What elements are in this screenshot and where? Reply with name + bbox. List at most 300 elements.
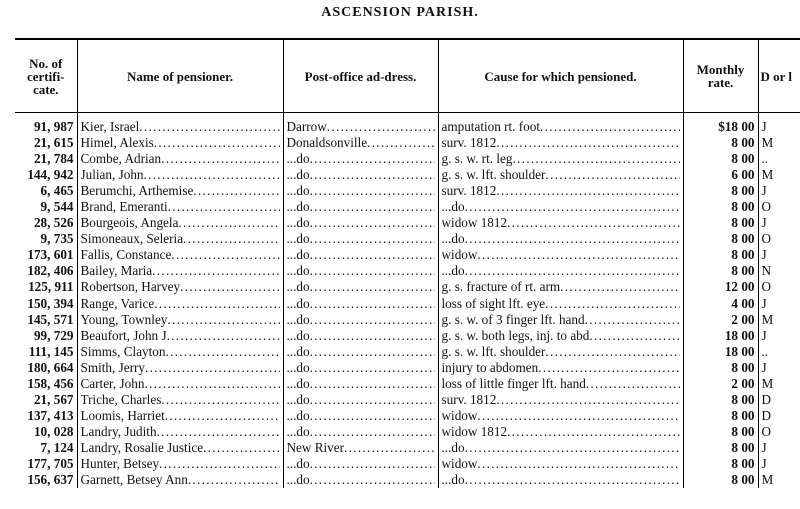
pensioner-name: Brand, Emeranti: [80, 199, 168, 215]
pensioner-name: Young, Townley: [80, 311, 168, 327]
pensioner-name: Garnett, Betsey Ann: [80, 472, 188, 488]
table-row: [15, 344, 800, 360]
dot-leader: [477, 408, 679, 424]
truncated-cell: J: [758, 215, 800, 231]
table-row: [15, 231, 800, 247]
dot-leader: [310, 231, 435, 247]
certificate-number: 9, 544: [40, 199, 74, 215]
truncated-cell: ..: [758, 344, 800, 360]
table-row: [15, 167, 800, 183]
truncated-cell: J: [758, 183, 800, 199]
pension-cause: widow: [441, 456, 478, 471]
dot-leader: [310, 392, 435, 408]
post-office-address: ...do: [286, 391, 310, 407]
dot-leader: [560, 279, 679, 295]
monthly-rate: 2 00: [683, 376, 758, 392]
pension-cause: ...do: [441, 263, 465, 279]
pension-cause-cell: [438, 167, 683, 183]
post-office-address-cell: [283, 279, 438, 295]
pension-cause: g. s. w. of 3 finger lft. hand: [441, 311, 585, 327]
pension-cause-cell: [438, 312, 683, 328]
pension-cause-cell: [438, 135, 683, 151]
table-row: [15, 472, 800, 488]
dot-leader: [310, 183, 435, 199]
truncated-cell: O: [758, 279, 800, 295]
post-office-address: ...do: [286, 423, 310, 439]
post-office-address-cell: [283, 376, 438, 392]
post-office-address-cell: [283, 113, 438, 136]
pensioner-name: Landry, Judith: [80, 423, 157, 439]
certificate-number: 9, 735: [40, 231, 74, 247]
pensioner-name: Robertson, Harvey: [80, 279, 181, 295]
pension-cause: ...do: [441, 439, 465, 455]
dot-leader: [167, 328, 280, 344]
certificate-number: 21, 567: [33, 391, 74, 407]
dot-leader: [477, 456, 679, 472]
dot-leader: [168, 199, 280, 215]
pension-cause-cell: [438, 199, 683, 215]
post-office-address-cell: [283, 344, 438, 360]
certificate-number: 137, 413: [27, 407, 74, 423]
truncated-cell: J: [758, 113, 800, 136]
pensioner-name: Kier, Israel: [80, 119, 140, 135]
certificate-number: 180, 664: [27, 359, 74, 375]
post-office-address: Darrow: [286, 119, 327, 135]
dot-leader: [310, 456, 435, 472]
pensioner-name-cell: [77, 135, 283, 151]
truncated-cell: ..: [758, 151, 800, 167]
pensioner-name-cell: [77, 199, 283, 215]
dot-leader: [496, 392, 679, 408]
pensioner-name: Julian, John: [80, 167, 144, 183]
pensioner-name: Triche, Charles: [80, 391, 162, 407]
dot-leader: [465, 472, 680, 488]
post-office-address-cell: [283, 408, 438, 424]
dot-leader: [178, 215, 279, 231]
dot-leader: [585, 312, 680, 328]
monthly-rate: 8 00: [683, 151, 758, 167]
col-header-cut: D or l: [758, 39, 800, 113]
pensioner-name: Simoneaux, Seleria: [80, 231, 184, 247]
table-row: [15, 113, 800, 136]
pension-cause-cell: [438, 296, 683, 312]
dot-leader: [171, 247, 279, 263]
pensioner-name-cell: [77, 408, 283, 424]
certificate-number: 177, 705: [27, 456, 74, 471]
dot-leader: [188, 472, 280, 488]
post-office-address-cell: [283, 167, 438, 183]
truncated-cell: M: [758, 312, 800, 328]
post-office-address-cell: [283, 472, 438, 488]
pension-cause-cell: [438, 231, 683, 247]
monthly-rate: 8 00: [683, 408, 758, 424]
table-row: [15, 456, 800, 472]
pension-cause: surv. 1812: [441, 135, 497, 151]
post-office-address: ...do: [286, 456, 310, 471]
monthly-rate: 8 00: [683, 215, 758, 231]
truncated-cell: M: [758, 135, 800, 151]
post-office-address: ...do: [286, 199, 310, 215]
dot-leader: [477, 247, 679, 263]
table-row: [15, 424, 800, 440]
dot-leader: [465, 263, 680, 279]
post-office-address-cell: [283, 312, 438, 328]
dot-leader: [161, 151, 279, 167]
dot-leader: [165, 408, 280, 424]
post-office-address-cell: [283, 456, 438, 472]
pensioner-name-cell: [77, 279, 283, 295]
pension-cause-cell: [438, 408, 683, 424]
pension-cause-cell: [438, 472, 683, 488]
dot-leader: [161, 392, 279, 408]
table-row: [15, 279, 800, 295]
pensioner-name: Simms, Clayton: [80, 343, 166, 359]
post-office-address-cell: [283, 247, 438, 263]
certificate-number: 156, 637: [27, 472, 74, 488]
certificate-number: 145, 571: [27, 311, 74, 327]
dot-leader: [310, 408, 435, 424]
dot-leader: [310, 328, 435, 344]
dot-leader: [589, 328, 679, 344]
truncated-cell: J: [758, 247, 800, 263]
post-office-address: ...do: [286, 231, 310, 247]
pension-cause: widow 1812: [441, 215, 508, 231]
table-body: [15, 113, 800, 489]
post-office-address: ...do: [286, 327, 310, 343]
dot-leader: [310, 376, 435, 392]
dot-leader: [310, 215, 435, 231]
post-office-address: ...do: [286, 215, 310, 231]
pensioner-name-cell: [77, 167, 283, 183]
post-office-address: ...do: [286, 359, 310, 375]
table-row: [15, 151, 800, 167]
post-office-address: ...do: [286, 151, 310, 167]
dot-leader: [144, 167, 280, 183]
dot-leader: [310, 472, 435, 488]
dot-leader: [465, 231, 680, 247]
post-office-address: ...do: [286, 167, 310, 183]
certificate-number: 111, 145: [28, 343, 74, 359]
monthly-rate: 12 00: [683, 279, 758, 295]
monthly-rate: 2 00: [683, 312, 758, 328]
pension-cause-cell: [438, 263, 683, 279]
certificate-number: 158, 456: [27, 375, 74, 391]
post-office-address: New River: [286, 439, 344, 455]
dot-leader: [145, 360, 280, 376]
pension-cause: amputation rt. foot: [441, 119, 541, 135]
post-office-address-cell: [283, 199, 438, 215]
pension-cause: loss of little finger lft. hand: [441, 375, 586, 391]
post-office-address-cell: [283, 231, 438, 247]
pensioner-name-cell: [77, 247, 283, 263]
table-row: [15, 263, 800, 279]
dot-leader: [166, 344, 280, 360]
pension-cause: ...do: [441, 472, 465, 488]
dot-leader: [180, 279, 279, 295]
pension-cause: g. s. w. lft. shoulder: [441, 343, 546, 359]
monthly-rate: 8 00: [683, 263, 758, 279]
pension-cause-cell: [438, 360, 683, 376]
pensioner-name-cell: [77, 440, 283, 456]
post-office-address-cell: [283, 151, 438, 167]
pension-cause-cell: [438, 328, 683, 344]
certificate-number: 144, 942: [27, 167, 74, 183]
dot-leader: [586, 376, 680, 392]
monthly-rate: 8 00: [683, 135, 758, 151]
pensioner-name-cell: [77, 424, 283, 440]
dot-leader: [159, 456, 279, 472]
table-row: [15, 215, 800, 231]
certificate-number: 28, 526: [33, 215, 74, 231]
pensioner-name: Berumchi, Arthemise: [80, 183, 194, 199]
pensioner-name-cell: [77, 151, 283, 167]
pensioner-name: Loomis, Harriet: [80, 407, 165, 423]
dot-leader: [507, 424, 679, 440]
monthly-rate: 18 00: [683, 344, 758, 360]
table-row: [15, 376, 800, 392]
post-office-address-cell: [283, 215, 438, 231]
table-row: [15, 135, 800, 151]
pension-cause: g. s. w. lft. shoulder: [441, 167, 546, 183]
certificate-number: 21, 615: [33, 135, 74, 151]
pension-cause-cell: [438, 456, 683, 472]
dot-leader: [152, 263, 279, 279]
pension-cause: widow: [441, 407, 478, 423]
post-office-address-cell: [283, 328, 438, 344]
dot-leader: [310, 263, 435, 279]
pension-cause: ...do: [441, 199, 465, 215]
truncated-cell: D: [758, 408, 800, 424]
dot-leader: [203, 440, 279, 456]
dot-leader: [310, 247, 435, 263]
table-row: [15, 408, 800, 424]
certificate-number: 125, 911: [28, 279, 74, 295]
pensioner-name-cell: [77, 231, 283, 247]
post-office-address: ...do: [286, 407, 310, 423]
truncated-cell: M: [758, 472, 800, 488]
post-office-address: ...do: [286, 263, 310, 279]
dot-leader: [507, 215, 679, 231]
col-header-cause: Cause for which pensioned.: [438, 39, 683, 113]
pension-cause-cell: [438, 183, 683, 199]
monthly-rate: 8 00: [683, 231, 758, 247]
pensioner-name: Beaufort, John J: [80, 327, 167, 343]
dot-leader: [327, 119, 435, 135]
pensioner-name: Landry, Rosalie Justice: [80, 439, 204, 455]
monthly-rate: 8 00: [683, 199, 758, 215]
page-title: ASCENSION PARISH.: [321, 5, 479, 20]
col-header-address: Post-office ad-dress.: [283, 39, 438, 113]
dot-leader: [310, 167, 435, 183]
post-office-address: ...do: [286, 311, 310, 327]
pension-cause: widow 1812: [441, 423, 508, 439]
pensioner-name-cell: [77, 360, 283, 376]
dot-leader: [465, 199, 680, 215]
monthly-rate: 18 00: [683, 328, 758, 344]
dot-leader: [512, 151, 679, 167]
pensioner-name-cell: [77, 183, 283, 199]
pensioner-name: Combe, Adrian: [80, 151, 162, 167]
pension-cause: injury to abdomen: [441, 359, 539, 375]
certificate-number: 7, 124: [40, 439, 74, 455]
monthly-rate: 6 00: [683, 167, 758, 183]
monthly-rate: 8 00: [683, 424, 758, 440]
post-office-address-cell: [283, 360, 438, 376]
truncated-cell: J: [758, 440, 800, 456]
post-office-address-cell: [283, 135, 438, 151]
truncated-cell: J: [758, 360, 800, 376]
post-office-address: Donaldsonville: [286, 135, 368, 151]
dot-leader: [545, 167, 679, 183]
dot-leader: [154, 135, 280, 151]
post-office-address: ...do: [286, 472, 310, 488]
pension-cause: g. s. w. rt. leg: [441, 151, 513, 167]
certificate-number: 150, 394: [27, 295, 74, 311]
pension-roll-table: [15, 38, 800, 488]
truncated-cell: O: [758, 424, 800, 440]
truncated-cell: M: [758, 376, 800, 392]
post-office-address-cell: [283, 183, 438, 199]
pensioner-name: Bailey, Maria: [80, 263, 153, 279]
pensioner-name: Bourgeois, Angela: [80, 215, 179, 231]
pension-cause: surv. 1812: [441, 183, 497, 199]
monthly-rate: 8 00: [683, 360, 758, 376]
post-office-address-cell: [283, 392, 438, 408]
pensioner-name-cell: [77, 312, 283, 328]
pensioner-name-cell: [77, 263, 283, 279]
pensioner-name-cell: [77, 376, 283, 392]
dot-leader: [310, 279, 435, 295]
truncated-cell: O: [758, 231, 800, 247]
table-row: [15, 392, 800, 408]
monthly-rate: 8 00: [683, 392, 758, 408]
pension-cause-cell: [438, 376, 683, 392]
pension-cause-cell: [438, 440, 683, 456]
pension-cause-cell: [438, 344, 683, 360]
monthly-rate: 8 00: [683, 472, 758, 488]
table-row: [15, 328, 800, 344]
pensioner-name: Carter, John: [80, 375, 145, 391]
post-office-address: ...do: [286, 183, 310, 199]
dot-leader: [157, 424, 280, 440]
pension-cause: loss of sight lft. eye: [441, 295, 546, 311]
pension-cause-cell: [438, 215, 683, 231]
monthly-rate: 8 00: [683, 456, 758, 472]
col-header-rate: Monthly rate.: [683, 39, 758, 113]
truncated-cell: M: [758, 167, 800, 183]
certificate-number: 21, 784: [33, 151, 74, 167]
pension-cause-cell: [438, 113, 683, 136]
monthly-rate: 4 00: [683, 296, 758, 312]
post-office-address-cell: [283, 296, 438, 312]
dot-leader: [540, 119, 679, 135]
truncated-cell: O: [758, 199, 800, 215]
dot-leader: [465, 440, 680, 456]
dot-leader: [167, 312, 279, 328]
dot-leader: [545, 296, 679, 312]
table-row: [15, 296, 800, 312]
table-row: [15, 247, 800, 263]
table-row: [15, 312, 800, 328]
certificate-number: 6, 465: [40, 183, 74, 199]
pensioner-name-cell: [77, 296, 283, 312]
table-row: [15, 199, 800, 215]
monthly-rate: $18 00: [683, 113, 758, 136]
pensioner-name: Smith, Jerry: [80, 359, 145, 375]
col-header-certificate: No. of certifi-cate.: [15, 39, 77, 113]
post-office-address: ...do: [286, 247, 310, 263]
truncated-cell: J: [758, 456, 800, 472]
table-row: [15, 360, 800, 376]
pension-cause: ...do: [441, 231, 465, 247]
certificate-number: 99, 729: [33, 327, 74, 343]
truncated-cell: D: [758, 392, 800, 408]
post-office-address-cell: [283, 424, 438, 440]
dot-leader: [183, 231, 279, 247]
dot-leader: [310, 360, 435, 376]
monthly-rate: 8 00: [683, 247, 758, 263]
pensioner-name: Himel, Alexis: [80, 135, 154, 151]
monthly-rate: 8 00: [683, 183, 758, 199]
dot-leader: [310, 296, 435, 312]
pensioner-name-cell: [77, 113, 283, 136]
pensioner-name-cell: [77, 392, 283, 408]
dot-leader: [193, 183, 279, 199]
truncated-cell: J: [758, 328, 800, 344]
pension-cause: surv. 1812: [441, 391, 497, 407]
certificate-number: 91, 987: [33, 119, 74, 135]
pension-cause: g. s. fracture of rt. arm: [441, 279, 561, 295]
pensioner-name-cell: [77, 328, 283, 344]
post-office-address-cell: [283, 263, 438, 279]
post-office-address: ...do: [286, 343, 310, 359]
pension-cause-cell: [438, 151, 683, 167]
dot-leader: [144, 376, 279, 392]
pensioner-name-cell: [77, 472, 283, 488]
truncated-cell: J: [758, 296, 800, 312]
dot-leader: [310, 312, 435, 328]
pensioner-name: Fallis, Constance: [80, 247, 172, 263]
pension-cause-cell: [438, 392, 683, 408]
pension-cause: widow: [441, 247, 478, 263]
certificate-number: 10, 028: [33, 423, 74, 439]
dot-leader: [310, 424, 435, 440]
dot-leader: [496, 135, 679, 151]
dot-leader: [545, 344, 679, 360]
pension-cause-cell: [438, 279, 683, 295]
pensioner-name-cell: [77, 456, 283, 472]
pensioner-name-cell: [77, 344, 283, 360]
dot-leader: [310, 199, 435, 215]
certificate-number: 182, 406: [27, 263, 74, 279]
pension-cause-cell: [438, 247, 683, 263]
dot-leader: [310, 344, 435, 360]
dot-leader: [367, 135, 434, 151]
certificate-number: 173, 601: [27, 247, 74, 263]
pension-cause-cell: [438, 424, 683, 440]
post-office-address: ...do: [286, 295, 310, 311]
table-header: [15, 39, 800, 113]
dot-leader: [310, 151, 435, 167]
truncated-cell: N: [758, 263, 800, 279]
table-row: [15, 440, 800, 456]
post-office-address: ...do: [286, 279, 310, 295]
pensioner-name: Hunter, Betsey: [80, 456, 160, 471]
dot-leader: [496, 183, 679, 199]
dot-leader: [154, 296, 279, 312]
monthly-rate: 8 00: [683, 440, 758, 456]
post-office-address-cell: [283, 440, 438, 456]
